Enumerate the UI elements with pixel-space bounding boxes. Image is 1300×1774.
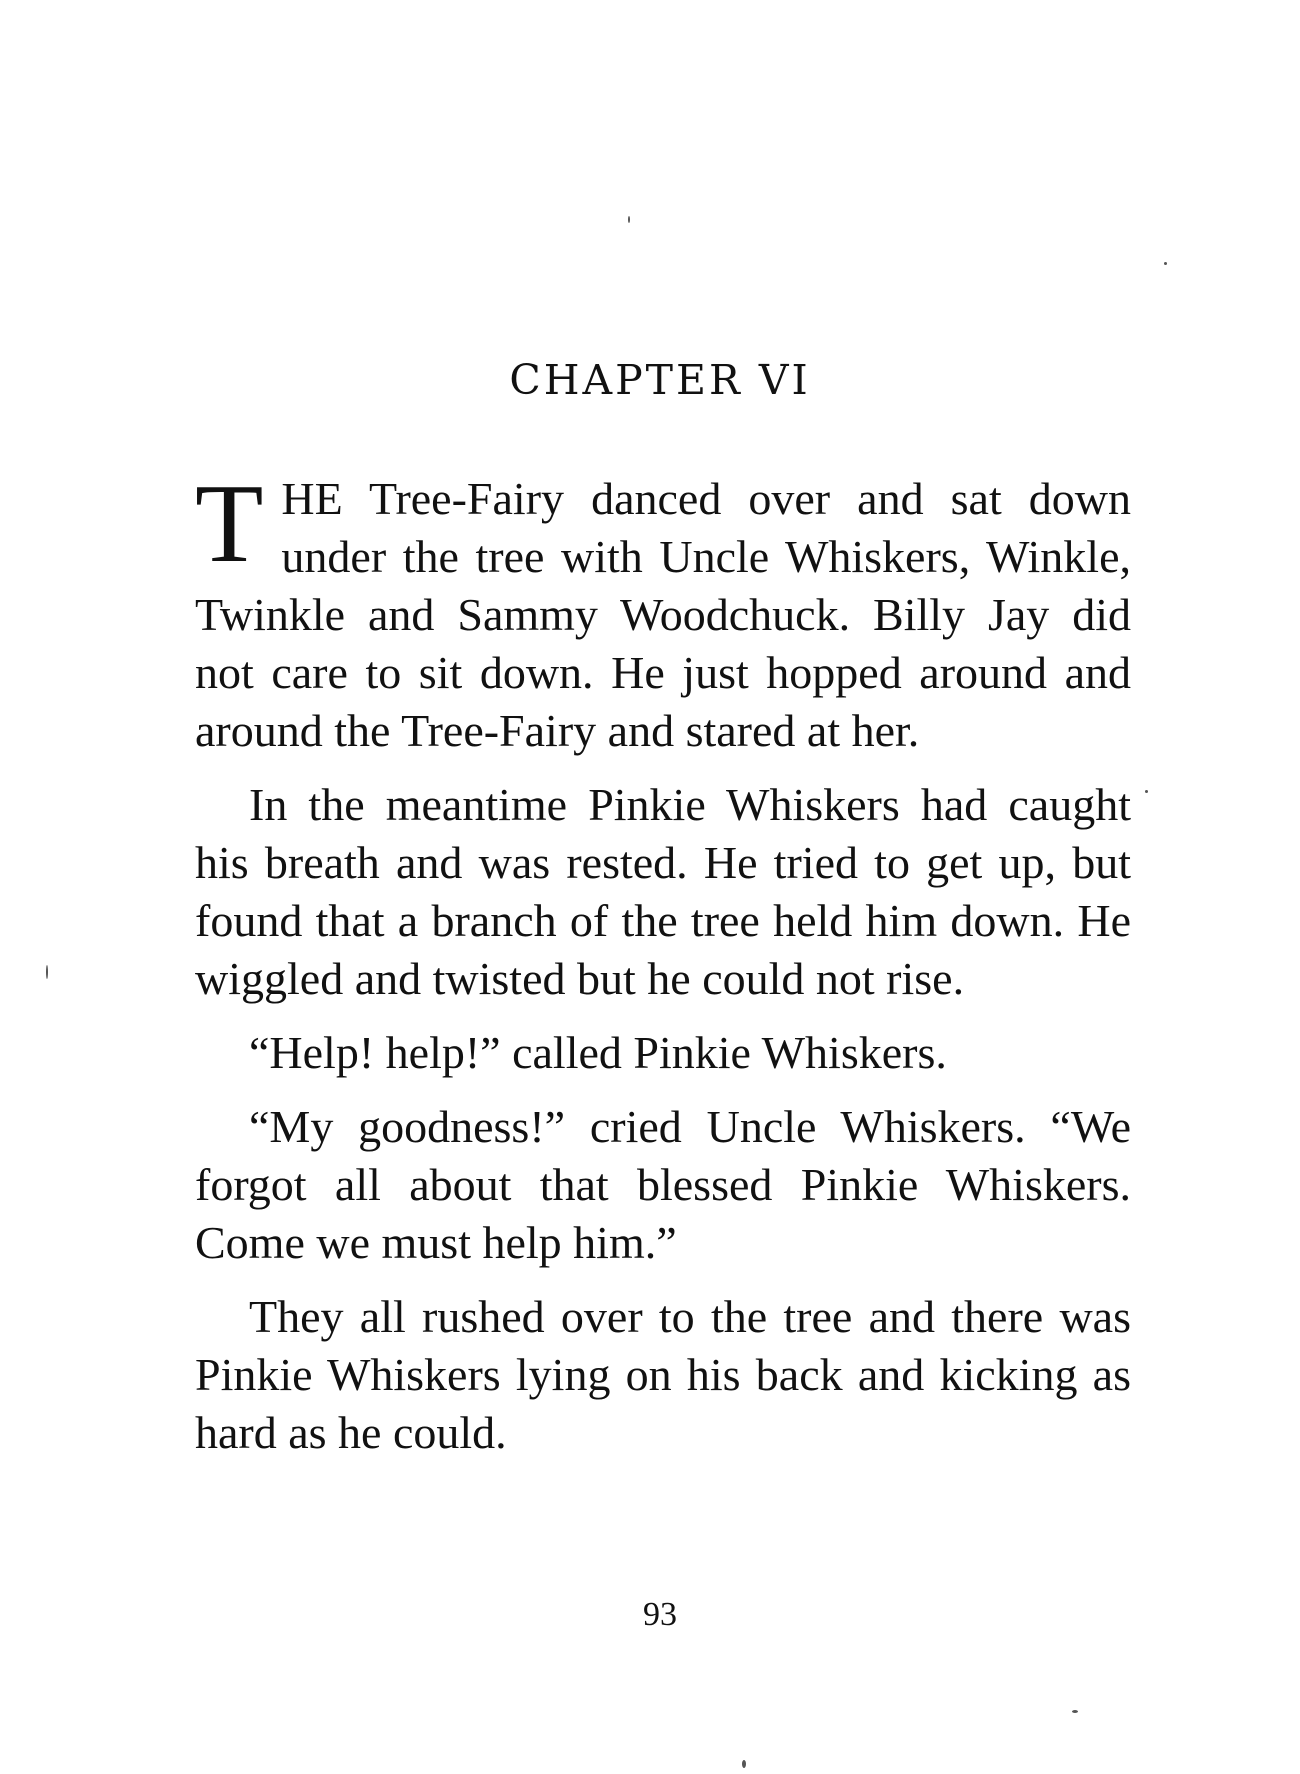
paragraph-5: They all rushed over to the tree and there was Pinkie Whiskers lying on his back and kicking as hard as he could. bbox=[195, 1291, 1131, 1458]
paragraph-3: “Help! help!” called Pinkie Whiskers. bbox=[249, 1027, 947, 1078]
paragraph-2: In the meantime Pinkie Whiskers had caught his breath and was rested. He tried to get up, but found that a branch of the tree held him down. He wiggled and twisted but he could not rise. bbox=[195, 779, 1131, 1004]
paragraph-1-text: HE Tree-Fairy danced over and sat down under the tree with Uncle Whiskers, Winkle, Twinkle and Sammy Woodchuck. Billy Jay did not care to sit down. He just hopped around and around the Tree-Fairy and stared at her. bbox=[195, 473, 1131, 756]
scan-speck bbox=[628, 216, 630, 223]
paragraph-4: “My goodness!” cried Uncle Whiskers. “We forgot all about that blessed Pinkie Whiskers. Come we must help him.” bbox=[195, 1101, 1131, 1268]
scan-speck bbox=[1072, 1710, 1078, 1713]
scan-speck bbox=[46, 965, 48, 979]
drop-cap: T bbox=[195, 462, 264, 586]
chapter-title: CHAPTER VI bbox=[509, 356, 811, 404]
scan-speck bbox=[1145, 790, 1148, 793]
chapter-body bbox=[195, 462, 1131, 1478]
scan-speck bbox=[1164, 262, 1167, 265]
page-number: 93 bbox=[643, 1596, 677, 1633]
scan-speck bbox=[742, 1760, 746, 1768]
paragraph-1 bbox=[195, 462, 1131, 760]
